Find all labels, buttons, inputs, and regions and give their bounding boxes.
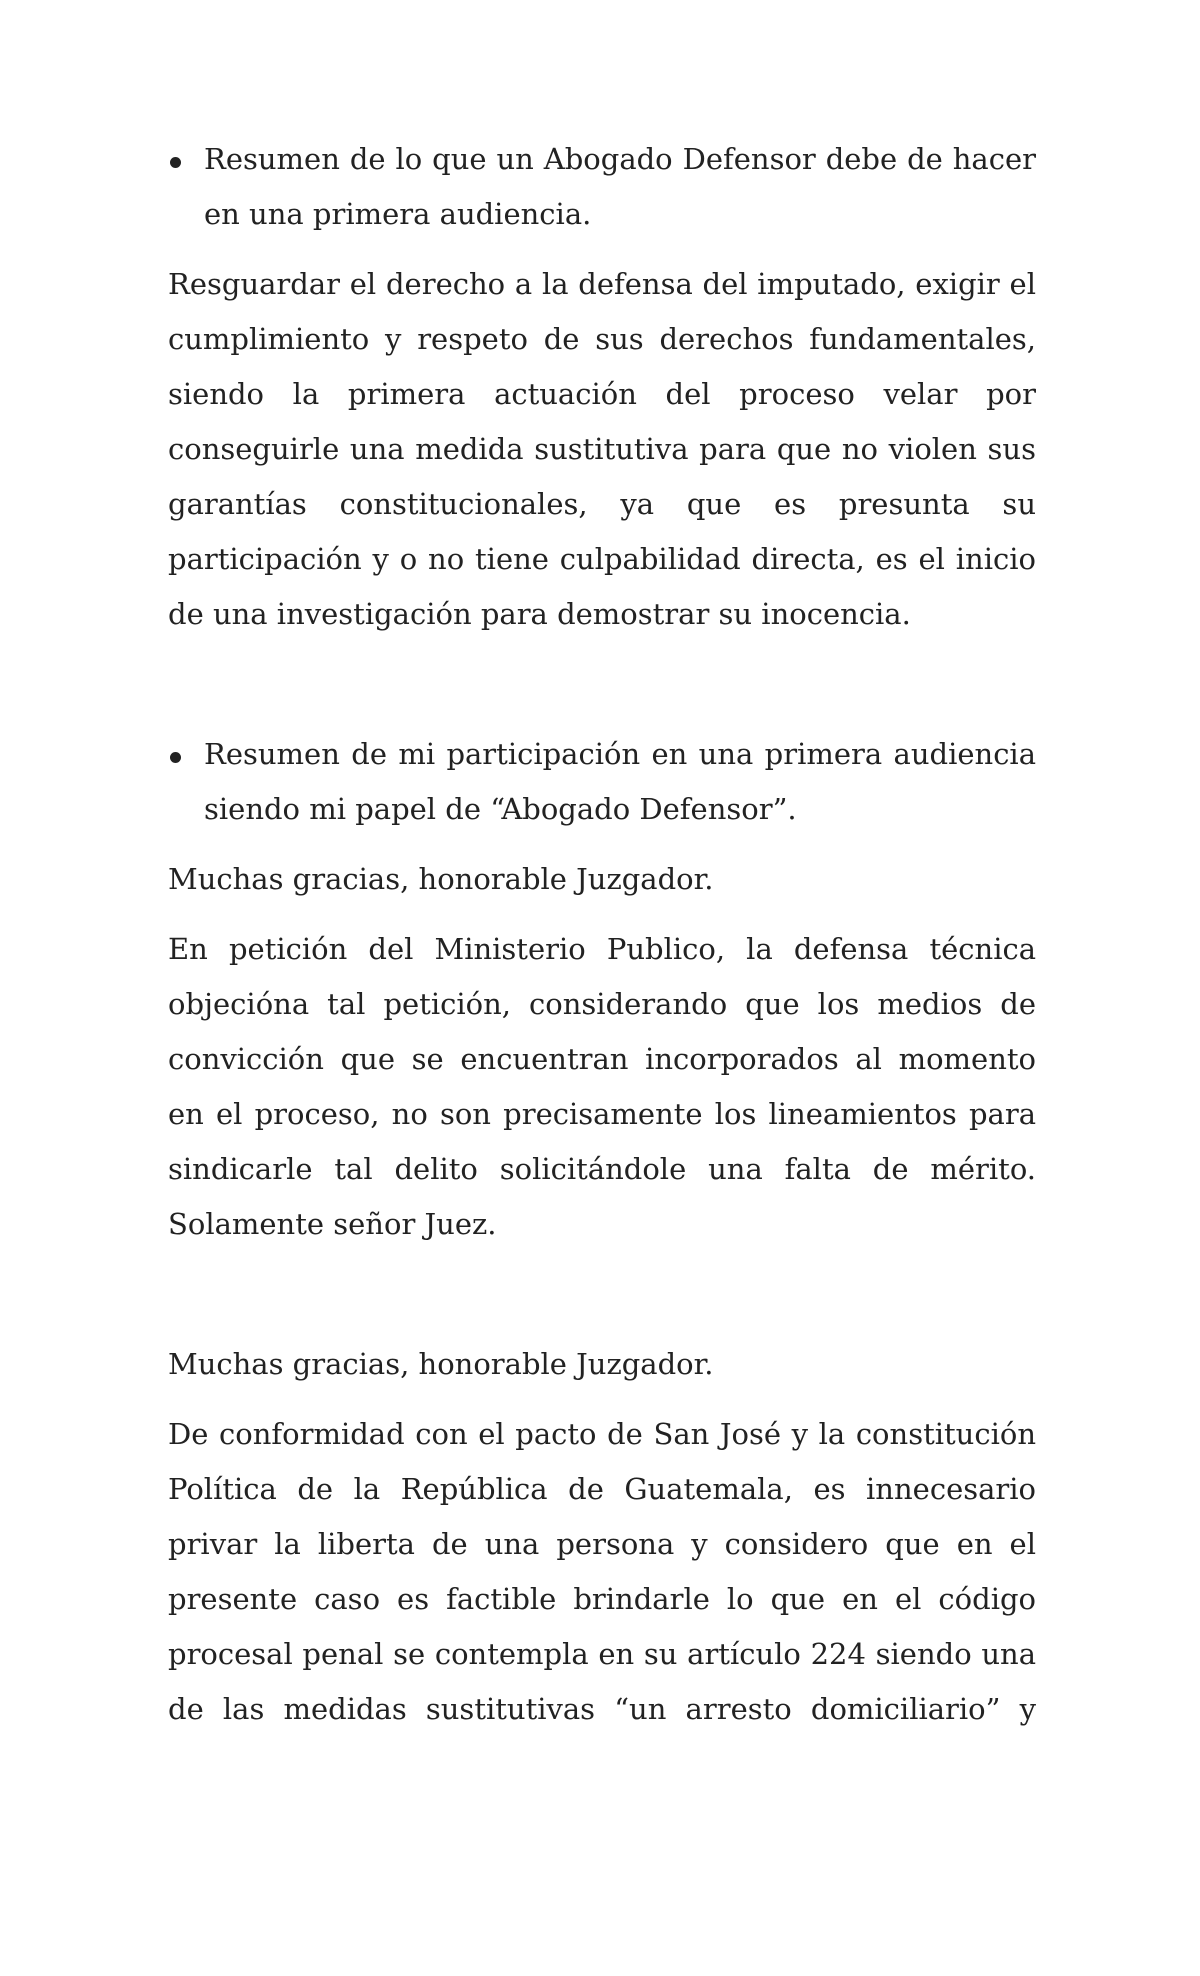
paragraph-substitute-measure: De conformidad con el pacto de San José y la constitución Política de la República de Guatemala, es innecesario privar la liberta de una persona y considero que en el presente caso es factible brindarle lo que en el código procesal penal se contempla en su artículo 224 siendo una de las medidas sustitutivas “un arresto domiciliario” y — [168, 1417, 1036, 1726]
bullet-text: Resumen de mi participación en una primera audiencia siendo mi papel de “Abogado Defensor”. — [204, 737, 1036, 826]
paragraph-objection: En petición del Ministerio Publico, la defensa técnica objecióna tal petición, considerando que los medios de convicción que se encuentran incorporados al momento en el proceso, no son precisamente los lineamientos para sindicarle tal delito solicitándole una falta de mérito. Solamente señor Juez. — [168, 932, 1036, 1241]
bullet-icon — [168, 727, 204, 837]
bullet-item-participation-summary — [168, 727, 1036, 837]
paragraph-defender-duties: Resguardar el derecho a la defensa del imputado, exigir el cumplimiento y respeto de sus derechos fundamentales, siendo la primera actuación del proceso velar por conseguirle una medida sustitutiva para que no violen sus garantías constitucionales, ya que es presunta su participación y o no tiene culpabilidad directa, es el inicio de una investigación para demostrar su inocencia. — [168, 267, 1036, 631]
document-page — [168, 132, 1036, 1752]
bullet-icon — [168, 132, 204, 242]
bullet-text: Resumen de lo que un Abogado Defensor debe de hacer en una primera audiencia. — [204, 142, 1036, 231]
section-gap — [168, 1267, 1036, 1337]
section-gap — [168, 657, 1036, 727]
greeting-line: Muchas gracias, honorable Juzgador. — [168, 862, 714, 896]
greeting-line: Muchas gracias, honorable Juzgador. — [168, 1347, 714, 1381]
bullet-item-defender-summary — [168, 132, 1036, 242]
